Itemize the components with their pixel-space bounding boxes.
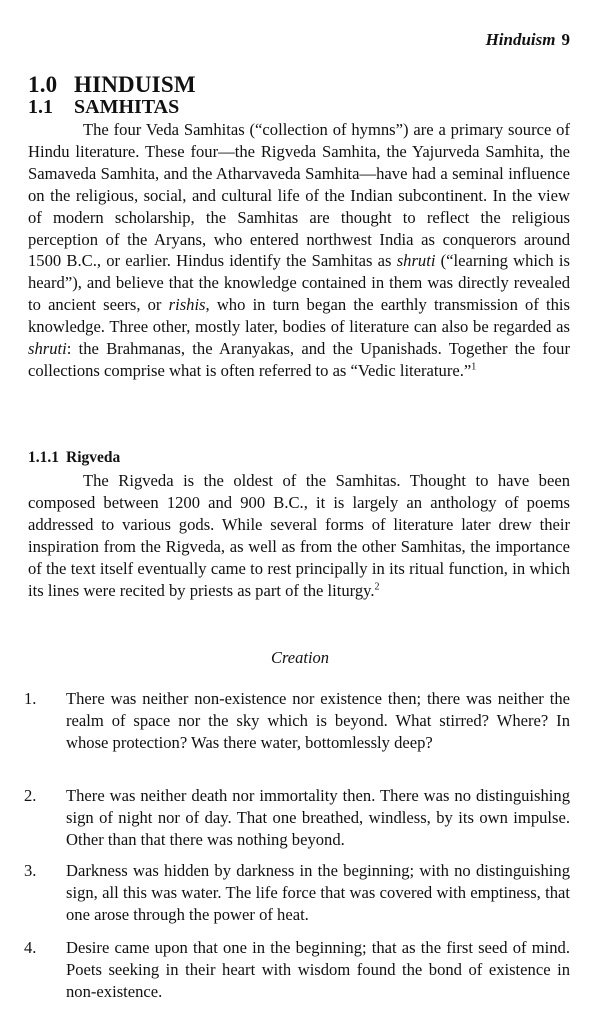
running-head [486, 30, 570, 50]
subsection-heading [28, 96, 179, 119]
intro-paragraph [28, 119, 570, 382]
verse-number: 1. [24, 689, 37, 708]
intro-term-rishis: rishis [168, 295, 206, 315]
verse-number: 3. [24, 861, 37, 880]
verse [24, 937, 570, 1003]
subsubsection-title: Rigveda [66, 449, 121, 466]
section-title: HINDUISM [74, 72, 196, 97]
verse-text: There was neither non-existence nor existence then; there was neither the realm of space nor the sky which is beyond. What stirred? Where? In whose protection? Was there water, bottomlessly deep? [66, 689, 570, 752]
page-number: 9 [561, 30, 570, 49]
rigveda-paragraph [28, 470, 570, 601]
intro-text-2: (“learning which is heard”), and believe that the knowledge contained in them was directly revealed to ancient seers, or [28, 251, 570, 315]
verse [24, 785, 570, 851]
subsection-number: 1.1 [28, 96, 53, 118]
section-heading [28, 72, 196, 98]
verse [24, 688, 570, 754]
poem-title: Creation [270, 648, 330, 667]
verse-text: Darkness was hidden by darkness in the beginning; with no distinguishing sign, all this was water. The life force that was covered with emptiness, that one arose through the power of heat. [66, 861, 570, 924]
running-head-title: Hinduism [485, 30, 556, 49]
verse-text: There was neither death nor immortality then. There was no distinguishing sign of night nor of day. That one breathed, windless, by its own impulse. Other than that there was nothing beyond. [66, 786, 570, 849]
footnote-ref-2: 2 [374, 581, 380, 592]
intro-text-4: : the Brahmanas, the Aranyakas, and the Upanishads. Together the four collections comprise what is often referred to as “Vedic literature.” [28, 339, 570, 380]
verse-number: 4. [24, 938, 37, 957]
subsubsection-heading [28, 449, 120, 467]
rigveda-text: The Rigveda is the oldest of the Samhitas. Thought to have been composed between 1200 and 900 B.C., it is largely an anthology of poems addressed to various gods. While several forms of literature later drew their inspiration from the Rigveda, as well as from the other Samhitas, the importance of the text itself eventually came to rest principally in its ritual function, in which its lines were recited by priests as part of the liturgy. [28, 471, 570, 600]
intro-term-shruti: shruti [396, 251, 436, 271]
verse [24, 860, 570, 926]
intro-text-1: The four Veda Samhitas (“collection of hymns”) are a primary source of Hindu literature. These four—the Rigveda Samhita, the Yajurveda Samhita, the Samaveda Samhita, and the Atharvaveda Samhita—have had a seminal influence on the religious, social, and cultural life of the Indian subcontinent. In the view of modern scholarship, the Samhitas are thought to reflect the religious perception of the Aryans, who entered northwest India as conquerors around 1500 B.C., or earlier. Hindus identify the Samhitas as [28, 120, 570, 271]
subsubsection-number: 1.1.1 [28, 449, 59, 466]
intro-text-3: , who in turn began the earthly transmission of this knowledge. Three other, mostly later, bodies of literature can also be regarded as [28, 295, 570, 337]
verse-text: Desire came upon that one in the beginning; that as the first seed of mind. Poets seeking in their heart with wisdom found the bond of existence in non-existence. [66, 938, 570, 1001]
verse-number: 2. [24, 786, 37, 805]
subsection-title: SAMHITAS [74, 96, 180, 118]
section-number: 1.0 [28, 72, 58, 97]
footnote-ref-1: 1 [471, 361, 477, 373]
intro-term-shruti-2: shruti [28, 339, 67, 359]
